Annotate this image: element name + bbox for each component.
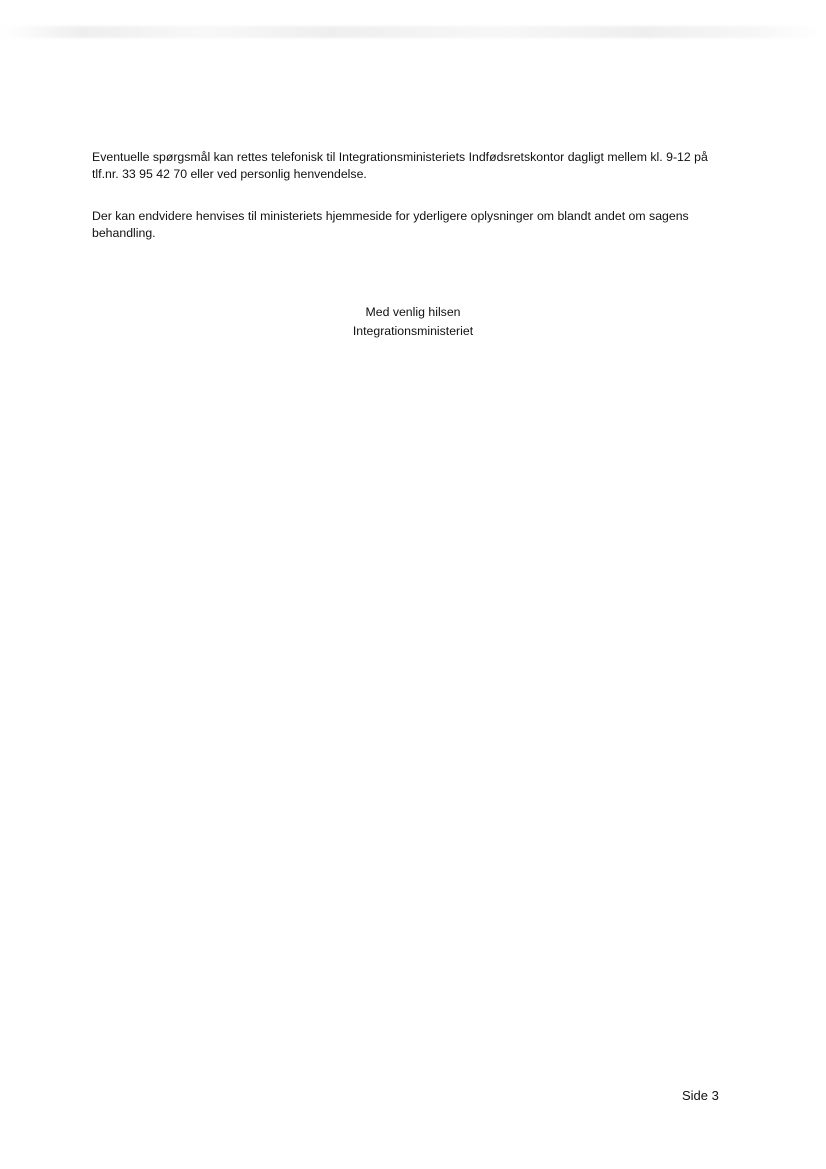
paragraph-text: Der kan endvidere henvises til ministeriets hjemmeside for yderligere oplysninger om blandt andet om sagens behandling.: [92, 209, 689, 240]
page-number: Side 3: [682, 1088, 719, 1103]
closing-sender: Integrationsministeriet: [352, 324, 474, 338]
body-paragraph-contact: [92, 149, 732, 183]
paragraph-text: Eventuelle spørgsmål kan rettes telefonisk til Integrationsministeriets Indfødsretskontor dagligt mellem kl. 9-12 på tlf.nr. 33 95 42 70 eller ved personlig henvendelse.: [92, 150, 708, 181]
scan-artifact-band: [0, 26, 826, 38]
closing-signature: [0, 303, 826, 341]
closing-greeting: Med venlig hilsen: [365, 305, 461, 319]
body-paragraph-website: [92, 208, 732, 242]
